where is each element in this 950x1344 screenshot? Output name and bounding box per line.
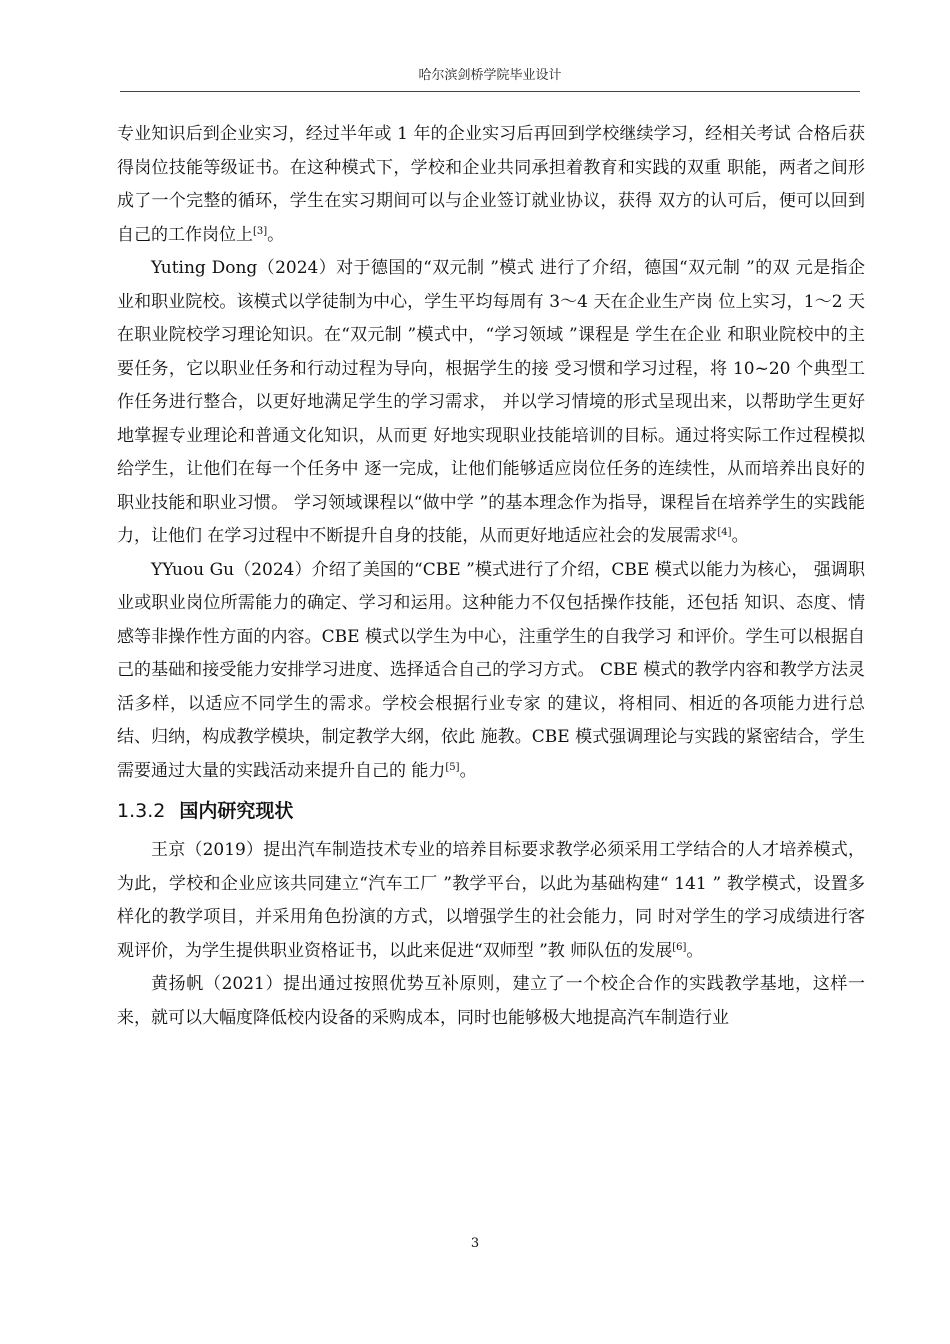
paragraph-3 bbox=[117, 554, 865, 789]
section-number: 1.3.2 bbox=[117, 800, 166, 822]
paragraph-4-end: 。 bbox=[686, 940, 704, 961]
citation-6: [6] bbox=[672, 941, 687, 953]
page-header: 哈尔滨剑桥学院毕业设计 bbox=[120, 64, 860, 92]
section-title: 国内研究现状 bbox=[179, 800, 294, 822]
paragraph-4 bbox=[117, 834, 865, 968]
paragraph-2-text: Yuting Dong（2024）对于德国的“双元制 ”模式 进行了介绍，德国“双元制 ”的双 元是指企业和职业院校。该模式以学徒制为中心，学生平均每周有 3～4 天在企业生产岗 位上实习，1～2 天在职业院校学习理论知识。在“双元制 ”模式中，“学习领域 ”课程是 学生在企业 和职业院校中的主要任务，它以职业任务和行动过程为导向，根据学生的接 受习惯和学习过程，将 10~20 个典型工作任务进行整合，以更好地满足学生的学习需求， 并以学习情境的形式呈现出来，以帮助学生更好地掌握专业理论和普通文化知识，从而更 好地实现职业技能培训的目标。通过将实际工作过程模拟给学生，让他们在每一个任务中 逐一完成，让他们能够适应岗位任务的连续性，从而培养出良好的职业技能和职业习惯。 学习领域课程以“做中学 ”的基本理念作为指导，课程旨在培养学生的实践能力，让他们 在学习过程中不断提升自身的技能，从而更好地适应社会的发展需求 bbox=[117, 258, 866, 546]
paragraph-2 bbox=[117, 252, 865, 554]
paragraph-1 bbox=[117, 118, 865, 252]
paragraph-5-text: 黄扬帆（2021）提出通过按照优势互补原则，建立了一个校企合作的实践教学基地，这样一来，就可以大幅度降低校内设备的采购成本，同时也能够极大地提高汽车制造行业 bbox=[117, 974, 865, 1028]
paragraph-1-end: 。 bbox=[267, 224, 285, 245]
paragraph-1-text: 专业知识后到企业实习，经过半年或 1 年的企业实习后再回到学校继续学习，经相关考试 合格后获得岗位技能等级证书。在这种模式下，学校和企业共同承担着教育和实践的双重 职能，两者之间形成了一个完整的循环，学生在实习期间可以与企业签订就业协议，获得 双方的认可后，便可以回到自己的工作岗位上 bbox=[117, 124, 865, 245]
document-body bbox=[117, 118, 865, 1035]
citation-5: [5] bbox=[445, 761, 460, 773]
citation-4: [4] bbox=[717, 527, 732, 538]
paragraph-2-end: 。 bbox=[731, 526, 749, 546]
paragraph-3-end: 。 bbox=[459, 760, 477, 781]
citation-3: [3] bbox=[253, 225, 268, 237]
paragraph-3-text: YYuou Gu（2024）介绍了美国的“CBE ”模式进行了介绍，CBE 模式以能力为核心， 强调职业或职业岗位所需能力的确定、学习和运用。这种能力不仅包括操作技能，还包括 知识、态度、情感等非操作性方面的内容。CBE 模式以学生为中心，注重学生的自我学习 和评价。学生可以根据自己的基础和接受能力安排学习进度、选择适合自己的学习方式。 CBE 模式的教学内容和教学方法灵活多样，以适应不同学生的需求。学校会根据行业专家 的建议，将相同、相近的各项能力进行总结、归纳，构成教学模块，制定教学大纲，依此 施教。CBE 模式强调理论与实践的紧密结合，学生需要通过大量的实践活动来提升自己的 能力 bbox=[117, 559, 865, 781]
section-heading bbox=[117, 794, 865, 828]
page-number: 3 bbox=[470, 1236, 480, 1251]
paragraph-4-text: 王京（2019）提出汽车制造技术专业的培养目标要求教学必须采用工学结合的人才培养模式，为此，学校和企业应该共同建立“汽车工厂 ”教学平台，以此为基础构建“ 141 ” 教学模式，设置多样化的教学项目，并采用角色扮演的方式，以增强学生的社会能力，同 时对学生的学习成绩进行客观评价，为学生提供职业资格证书，以此来促进“双师型 ”教 师队伍的发展 bbox=[117, 840, 865, 961]
paragraph-5 bbox=[117, 968, 865, 1035]
